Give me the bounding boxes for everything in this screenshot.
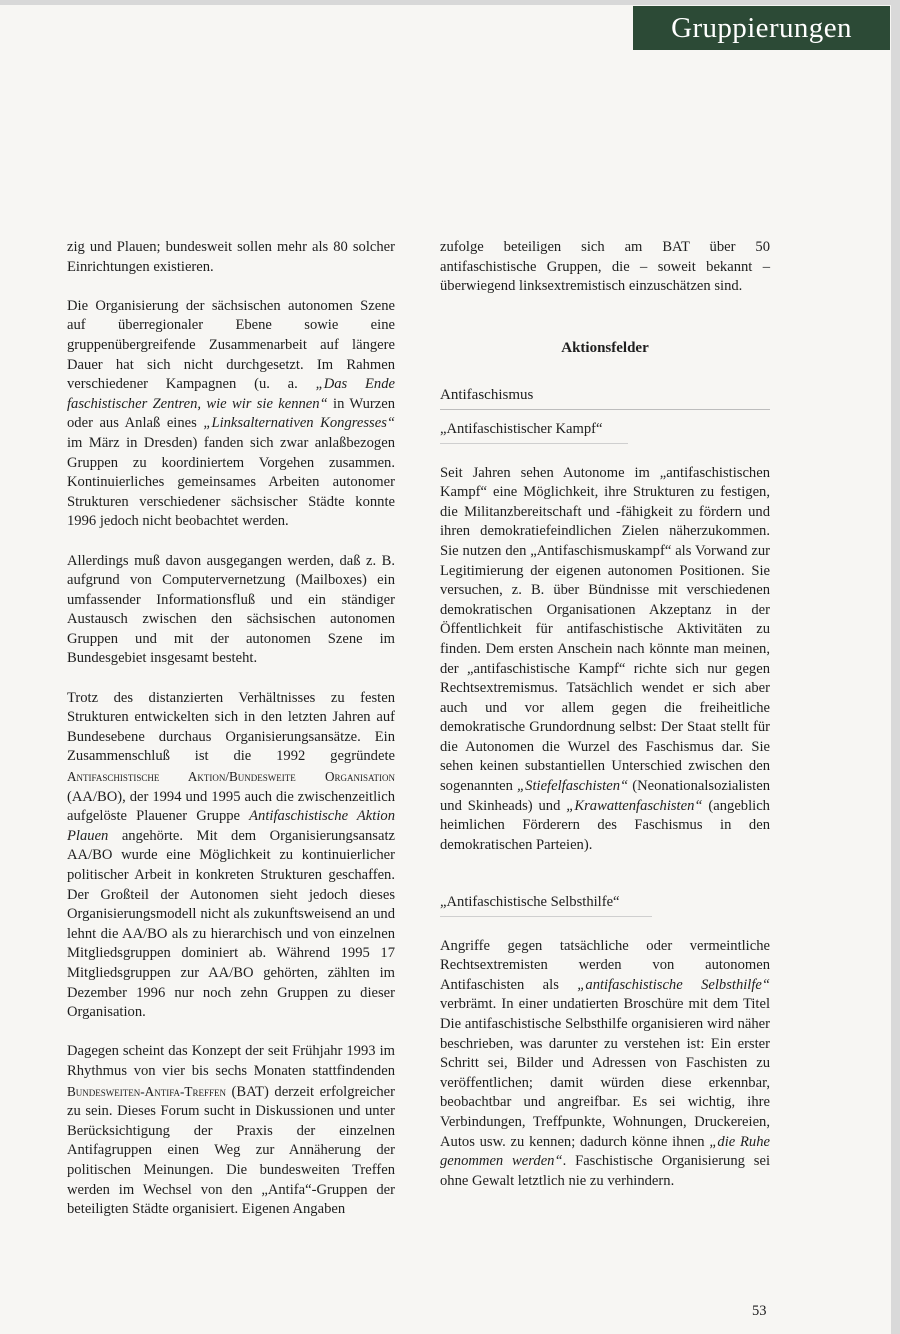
- section-title: Aktionsfelder: [561, 339, 649, 356]
- paragraph: Allerdings muß davon ausgegangen werden, daß z. B. aufgrund von Computervernetzung (Mailboxes) ein umfassender Informationsfluß und ein ständiger Austausch zwischen den sächsischen autonomen Gruppen und mit der autonomen Szene im Bundesgebiet insgesamt besteht.: [67, 552, 395, 667]
- page-edge: [891, 0, 900, 1334]
- subsection-title: Antifaschismus: [440, 386, 770, 410]
- paragraph: Trotz des distanzierten Verhältnisses zu festen Strukturen entwickelten sich in den letzten Jahren auf Bundesebene durchaus Organisierungsansätze. Ein Zusammenschluß ist die 1992 gegründete Antifaschistische Aktion/Bundesweite Organisation (AA/BO), der 1994 und 1995 auch die zwischenzeitlich aufgelöste Plauener Gruppe Antifaschistische Aktion Plauen angehörte. Mit dem Organisierungsansatz AA/BO wurde eine Möglichkeit zu kontinuierlicher politischer Arbeit in konkreten Strukturen geschaffen. Der Großteil der Autonomen sieht jedoch dieses Organisierungsmodell nicht als zukunftsweisend an und lehnt die AA/BO als zu hierarchisch und von einzelnen Mitgliedsgruppen dominiert ab. Während 1995 17 Mitgliedsgruppen zur AA/BO gehörten, zählten im Dezember 1996 nur noch zehn Gruppen zu dieser Organisation.: [67, 689, 395, 1021]
- top-border: [0, 0, 900, 5]
- paragraph: Seit Jahren sehen Autonome im „antifaschistischen Kampf“ eine Möglichkeit, ihre Strukturen zu festigen, die Militanzbereitschaft und -fähigkeit zu fördern und ihren demokratiefeindlichen Zielen näherzukommen. Sie nutzen den „Antifaschismuskampf“ als Vorwand zur Legitimierung der eigenen autonomen Positionen. Sie versuchen, z. B. über Bündnisse mit verschiedenen demokratischen Organisationen Akzeptanz in der Öffentlichkeit für antifaschistische Aktivitäten zu finden. Dem ersten Anschein nach könnte man meinen, der „antifaschistische Kampf“ richte sich nur gegen Rechtsextremismus. Tatsächlich wendet er sich aber auch und vor allem gegen die freiheitliche demokratische Grundordnung selbst: Der Staat stellt für die Autonomen die Wurzel des Faschismus dar. Sie sehen keinen substantiellen Unterschied zwischen den sogenannten „Stiefelfaschisten“ (Neonationalsozialisten und Skinheads) und „Krawattenfaschisten“ (angeblich heimlichen Förderern des Faschismus in den demokratischen Parteien).: [440, 464, 770, 853]
- paragraph: Dagegen scheint das Konzept der seit Frühjahr 1993 im Rhythmus von vier bis sechs Monaten stattfindenden Bundesweiten-Antifa-Treffen (BAT) derzeit erfolgreicher zu sein. Dieses Forum sucht in Diskussionen und unter Berücksichtigung der Praxis der einzelnen Antifagruppen einen Weg zur Annäherung der politischen Meinungen. Die bundesweiten Treffen werden im Wechsel von den „Antifa“-Gruppen der beteiligten Städte organisiert. Eigenen Angaben: [67, 1043, 395, 1218]
- paragraph: Angriffe gegen tatsächliche oder vermeintliche Rechtsextremisten werden von autonomen Antifaschisten als „antifaschistische Selbsthilfe“ verbrämt. In einer undatierten Broschüre mit dem Titel Die antifaschistische Selbsthilfe organisieren wird näher beschrieben, was darunter zu verstehen ist: Ein erster Schritt sei, Bilder und Adressen von Faschisten zu veröffentlichen; damit würden diese erkennbar, beobachtbar und angreifbar. Es sei wichtig, ihre Verbindungen, Treffpunkte, Wohnungen, Druckereien, Autos usw. zu kennen; dadurch könne ihnen „die Ruhe genommen werden“. Faschistische Organisierung sei ohne Gewalt letztlich nie zu verhindern.: [440, 937, 770, 1189]
- paragraph: zufolge beteiligen sich am BAT über 50 antifaschistische Gruppen, die – soweit bekannt – überwiegend linksextremistisch einzuschätzen sind.: [440, 239, 770, 295]
- paragraph: zig und Plauen; bundesweit sollen mehr als 80 solcher Einrichtungen existieren.: [67, 239, 395, 275]
- page-number: 53: [752, 1303, 767, 1319]
- paragraph: Die Organisierung der sächsischen autonomen Szene auf überregionaler Ebene sowie eine gruppenübergreifende Zusammenarbeit auf längere Dauer hat sich nicht durchgesetzt. Im Rahmen verschiedener Kampagnen (u. a. „Das Ende faschistischer Zentren, wie wir sie kennen“ in Wurzen oder aus Anlaß eines „Linksalternativen Kongresses“ im März in Dresden) fanden sich zwar anlaßbezogen Gruppen zu koordiniertem Vorgehen zusammen. Kontinuierliches gemeinsames Arbeiten autonomer Strukturen verschiedener sächsischer Städte konnte 1996 jedoch nicht beobachtet werden.: [67, 297, 396, 530]
- section-header-title: Gruppierungen: [671, 11, 852, 44]
- left-column: [67, 238, 395, 1220]
- right-column: [440, 238, 770, 1191]
- subsubsection-title: „Antifaschistische Selbsthilfe“: [440, 893, 652, 917]
- subsubsection-title: „Antifaschistischer Kampf“: [440, 420, 628, 444]
- section-header: [633, 6, 890, 50]
